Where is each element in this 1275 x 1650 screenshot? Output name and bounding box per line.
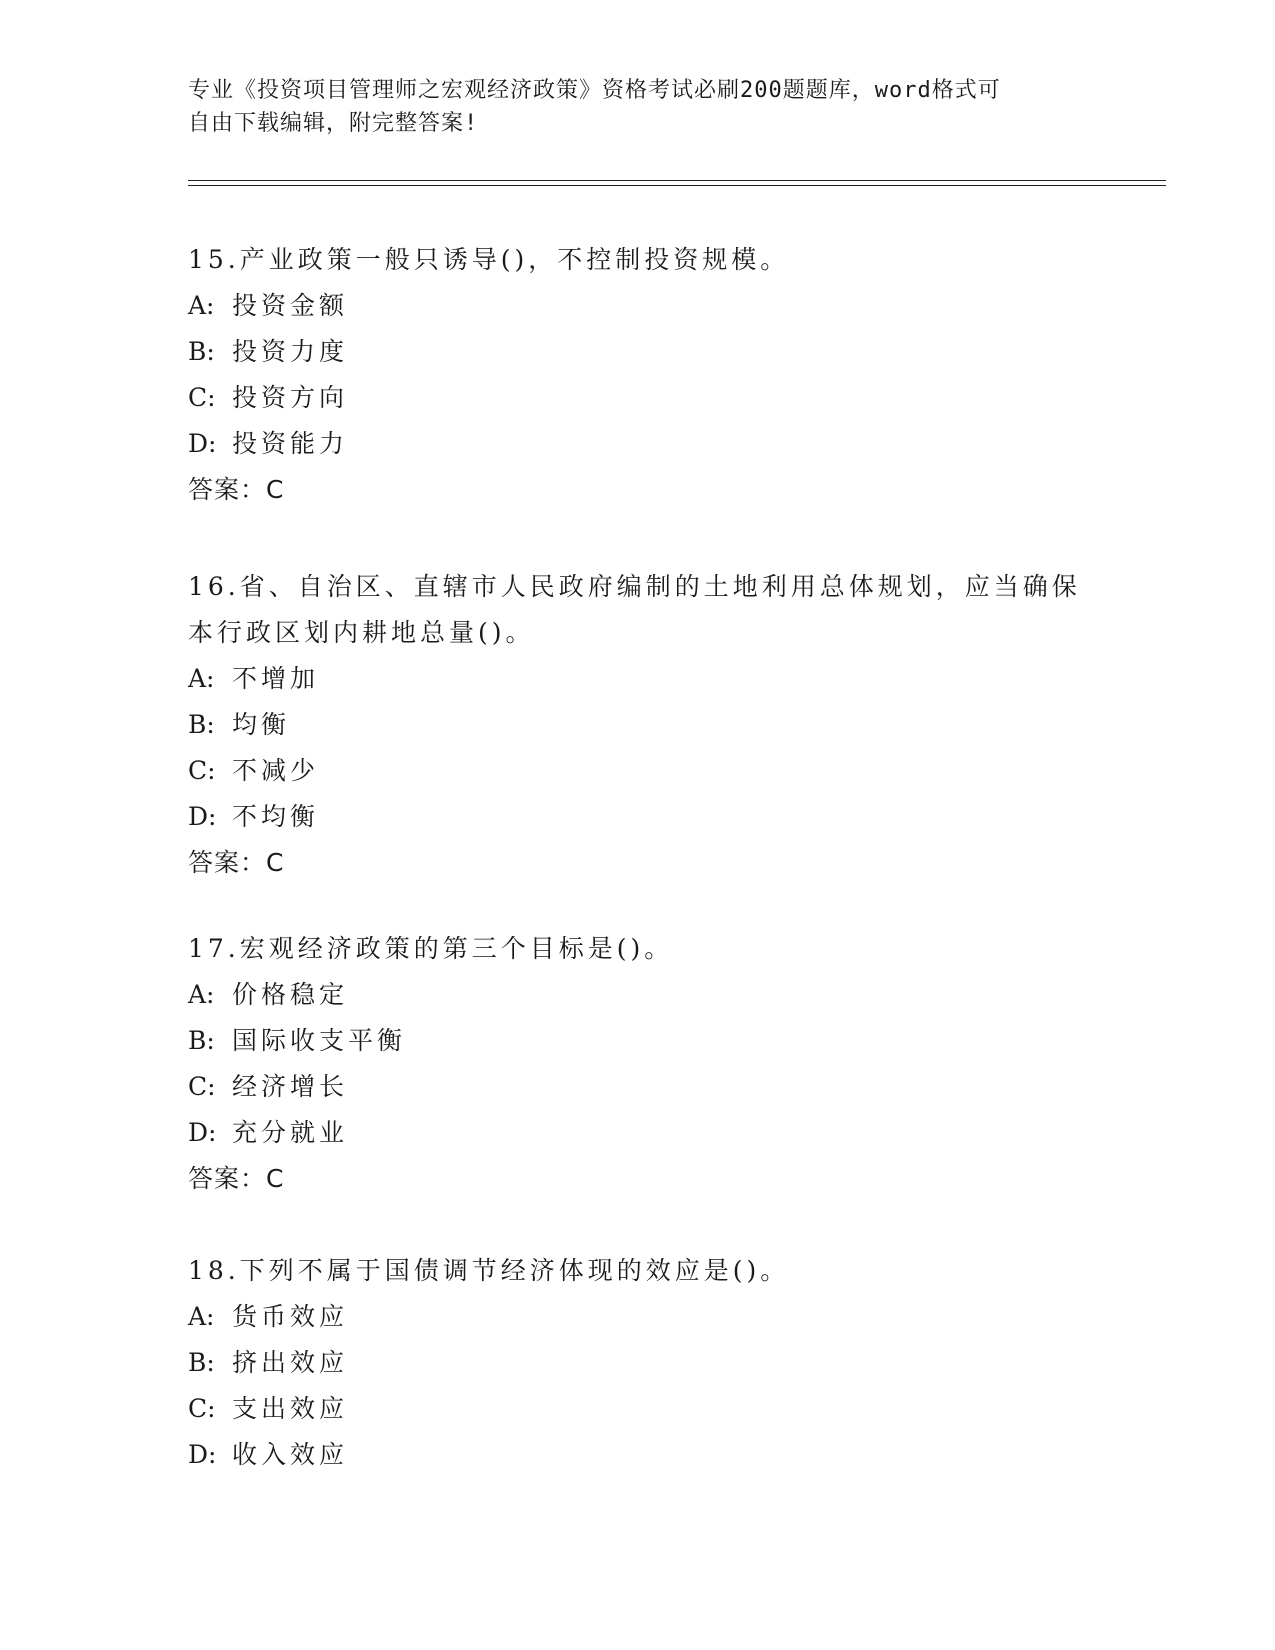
question-stem: 15.产业政策一般只诱导()，不控制投资规模。 xyxy=(188,245,790,274)
option-text: 均衡 xyxy=(232,710,291,739)
question-stem: 17.宏观经济政策的第三个目标是()。 xyxy=(188,934,674,963)
option-b xyxy=(188,329,1088,375)
option-c xyxy=(188,1064,1088,1110)
option-letter: D: xyxy=(188,1118,217,1147)
option-text: 货币效应 xyxy=(232,1302,349,1331)
option-letter: B: xyxy=(188,1026,215,1055)
option-text: 国际收支平衡 xyxy=(232,1026,407,1055)
question-stem: 16.省、自治区、直辖市人民政府编制的土地利用总体规划，应当确保本行政区划内耕地总量()。 xyxy=(188,572,1081,647)
option-letter: A: xyxy=(188,664,215,693)
answer-label: 答案：C xyxy=(188,475,285,504)
option-letter: A: xyxy=(188,980,215,1009)
option-text: 价格稳定 xyxy=(232,980,349,1009)
option-a xyxy=(188,972,1088,1018)
option-letter: C: xyxy=(188,1394,216,1423)
option-b xyxy=(188,1340,1088,1386)
option-text: 充分就业 xyxy=(232,1118,349,1147)
document-header xyxy=(188,74,1068,140)
answer-label: 答案：C xyxy=(188,848,285,877)
option-text: 投资方向 xyxy=(232,383,349,412)
option-text: 支出效应 xyxy=(232,1394,349,1423)
question-17 xyxy=(188,926,1088,1202)
question-15 xyxy=(188,237,1088,513)
option-letter: C: xyxy=(188,756,216,785)
option-d xyxy=(188,1432,1088,1478)
option-text: 不增加 xyxy=(232,664,320,693)
answer-label: 答案：C xyxy=(188,1164,285,1193)
option-text: 投资力度 xyxy=(232,337,349,366)
option-a xyxy=(188,1294,1088,1340)
option-a xyxy=(188,283,1088,329)
header-divider-top xyxy=(188,180,1166,181)
option-letter: B: xyxy=(188,710,215,739)
option-text: 收入效应 xyxy=(232,1440,349,1469)
option-c xyxy=(188,748,1088,794)
option-text: 投资能力 xyxy=(232,429,349,458)
option-b xyxy=(188,702,1088,748)
option-letter: A: xyxy=(188,1302,215,1331)
header-divider-bottom xyxy=(188,185,1166,186)
header-line-2: 自由下载编辑，附完整答案! xyxy=(188,111,479,136)
option-letter: D: xyxy=(188,1440,217,1469)
option-letter: D: xyxy=(188,802,217,831)
option-text: 不均衡 xyxy=(232,802,320,831)
option-letter: B: xyxy=(188,337,215,366)
option-letter: D: xyxy=(188,429,217,458)
option-letter: C: xyxy=(188,1072,216,1101)
question-18 xyxy=(188,1248,1088,1478)
option-letter: B: xyxy=(188,1348,215,1377)
question-stem: 18.下列不属于国债调节经济体现的效应是()。 xyxy=(188,1256,790,1285)
option-text: 投资金额 xyxy=(232,291,349,320)
option-d xyxy=(188,1110,1088,1156)
option-text: 挤出效应 xyxy=(232,1348,349,1377)
question-16 xyxy=(188,564,1088,886)
option-c xyxy=(188,1386,1088,1432)
option-text: 不减少 xyxy=(232,756,320,785)
header-line-1: 专业《投资项目管理师之宏观经济政策》资格考试必刷200题题库，word格式可 xyxy=(188,78,1001,103)
option-b xyxy=(188,1018,1088,1064)
option-text: 经济增长 xyxy=(232,1072,349,1101)
option-letter: C: xyxy=(188,383,216,412)
option-letter: A: xyxy=(188,291,215,320)
option-a xyxy=(188,656,1088,702)
option-d xyxy=(188,421,1088,467)
option-c xyxy=(188,375,1088,421)
option-d xyxy=(188,794,1088,840)
